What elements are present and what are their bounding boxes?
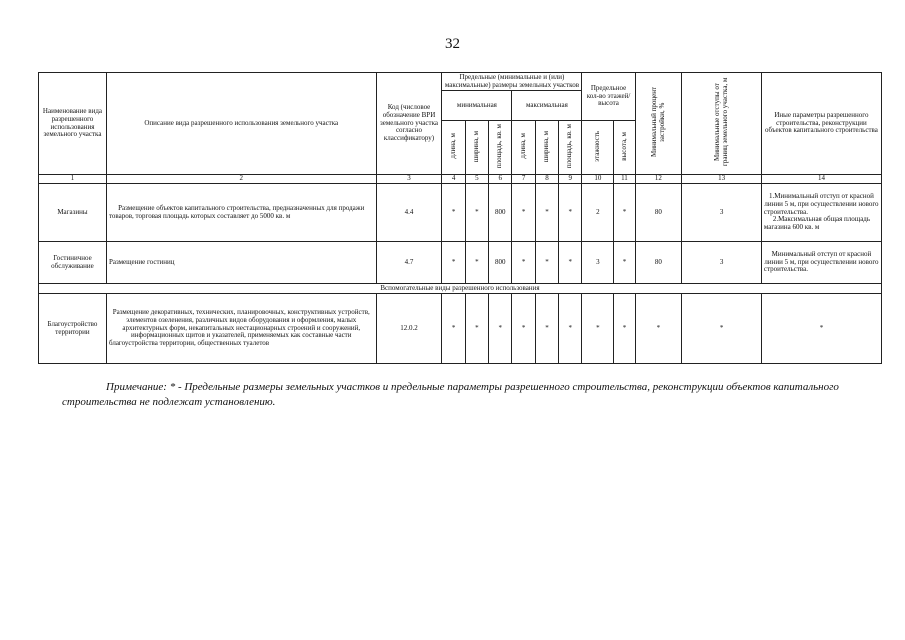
row-length-max: * [512, 242, 535, 284]
header-maximal: максимальная [512, 91, 582, 121]
header-row-1 [39, 73, 882, 91]
column-index: 1 [39, 175, 107, 184]
row-height: * [614, 184, 635, 242]
column-index: 6 [489, 175, 512, 184]
page-number: 32 [445, 36, 460, 52]
row-floors: 2 [582, 184, 614, 242]
section-title: Вспомогательные виды разрешенного использования [39, 284, 882, 294]
header-length-max: длина, м [512, 121, 535, 175]
row-area-max: * [559, 242, 582, 284]
row-name: Гостиничное обслуживание [39, 242, 107, 284]
row-area-max: * [559, 294, 582, 364]
row-height: * [614, 294, 635, 364]
row-width-min: * [465, 294, 488, 364]
row-code: 4.7 [376, 242, 442, 284]
row-min-pct: 80 [635, 242, 682, 284]
header-other: Иные параметры разрешенного строительства, реконструкции объектов капитального строительства [761, 73, 881, 175]
column-index: 10 [582, 175, 614, 184]
row-width-max: * [535, 294, 558, 364]
table-row-improvement [39, 294, 882, 364]
column-index: 7 [512, 175, 535, 184]
header-floors: этажность [582, 121, 614, 175]
row-length-max: * [512, 184, 535, 242]
header-description: Описание вида разрешенного использования земельного участка [106, 73, 376, 175]
row-length-max: * [512, 294, 535, 364]
row-other: * [761, 294, 881, 364]
column-index: 8 [535, 175, 558, 184]
column-index: 13 [682, 175, 762, 184]
row-other-item: 2.Максимальная общая площадь магазина 600 кв. м [763, 215, 871, 232]
row-description: Размещение гостиниц [106, 242, 376, 284]
row-area-min: 800 [489, 184, 512, 242]
row-min-setback: 3 [682, 184, 762, 242]
row-floors: 3 [582, 242, 614, 284]
column-index: 4 [442, 175, 465, 184]
row-name: Магазины [39, 184, 107, 242]
header-length-min: длина, м [442, 121, 465, 175]
header-code: Код (числовое обозначение ВРИ земельного участка согласно классификатору) [376, 73, 442, 175]
row-min-pct: * [635, 294, 682, 364]
row-other-item: 1.Минимальный отступ от красной линии 5 м, при осуществлении нового строительства. [763, 191, 879, 216]
column-index: 14 [761, 175, 881, 184]
header-limits-group: Предельные (минимальные и (или) максимальные) размеры земельных участков [442, 73, 582, 91]
row-width-max: * [535, 242, 558, 284]
row-description: Размещение декоративных, технических, планировочных, конструктивных устройств, элементов озеленения, различных видов оборудования и оформления, малых архитектурных форм, некапитальных нестационарных строений и сооружений, информационных щитов и указателей, применяемых как составные части благоустройства территории, общественных туалетов [106, 294, 376, 364]
row-length-min: * [442, 184, 465, 242]
column-index: 5 [465, 175, 488, 184]
footnote: Примечание: * - Предельные размеры земельных участков и предельные параметры разрешенного строительства, реконструкции объектов капитального строительства не подлежат установлению. [62, 381, 839, 409]
table-row-shops [39, 184, 882, 242]
row-description: Размещение объектов капитального строительства, предназначенных для продажи товаров, торговая площадь которых составляет до 5000 кв. м [106, 184, 376, 242]
row-floors: * [582, 294, 614, 364]
row-code: 12.0.2 [376, 294, 442, 364]
header-name: Наименование вида разрешенного использования земельного участка [39, 73, 107, 175]
row-code: 4.4 [376, 184, 442, 242]
column-index: 11 [614, 175, 635, 184]
row-width-max: * [535, 184, 558, 242]
column-index: 12 [635, 175, 682, 184]
row-min-setback: * [682, 294, 762, 364]
header-min-pct: Минимальный процент застройки, % [635, 73, 682, 175]
column-index: 2 [106, 175, 376, 184]
row-min-setback: 3 [682, 242, 762, 284]
header-minimal: минимальная [442, 91, 512, 121]
header-width-min: ширина, м [465, 121, 488, 175]
header-min-setback: Минимальные отступы от границ земельного участка, м [682, 73, 762, 175]
header-width-max: ширина, м [535, 121, 558, 175]
column-index: 3 [376, 175, 442, 184]
row-height: * [614, 242, 635, 284]
header-area-min: площадь, кв. м [489, 121, 512, 175]
row-name: Благоустройство территории [39, 294, 107, 364]
row-length-min: * [442, 242, 465, 284]
table-row-hotel [39, 242, 882, 284]
column-index: 9 [559, 175, 582, 184]
row-min-pct: 80 [635, 184, 682, 242]
row-area-max: * [559, 184, 582, 242]
row-width-min: * [465, 184, 488, 242]
row-width-min: * [465, 242, 488, 284]
row-other: Минимальный отступ от красной линии 5 м, при осуществлении нового строительства. [761, 242, 881, 284]
land-use-table [38, 72, 882, 364]
row-area-min: 800 [489, 242, 512, 284]
row-area-min: * [489, 294, 512, 364]
row-length-min: * [442, 294, 465, 364]
header-floors-group: Предельное кол-во этажей/высота [582, 73, 635, 121]
header-height: высота, м [614, 121, 635, 175]
row-other [761, 184, 881, 242]
section-header-row [39, 284, 882, 294]
header-area-max: площадь, кв. м [559, 121, 582, 175]
column-index-row [39, 175, 882, 184]
